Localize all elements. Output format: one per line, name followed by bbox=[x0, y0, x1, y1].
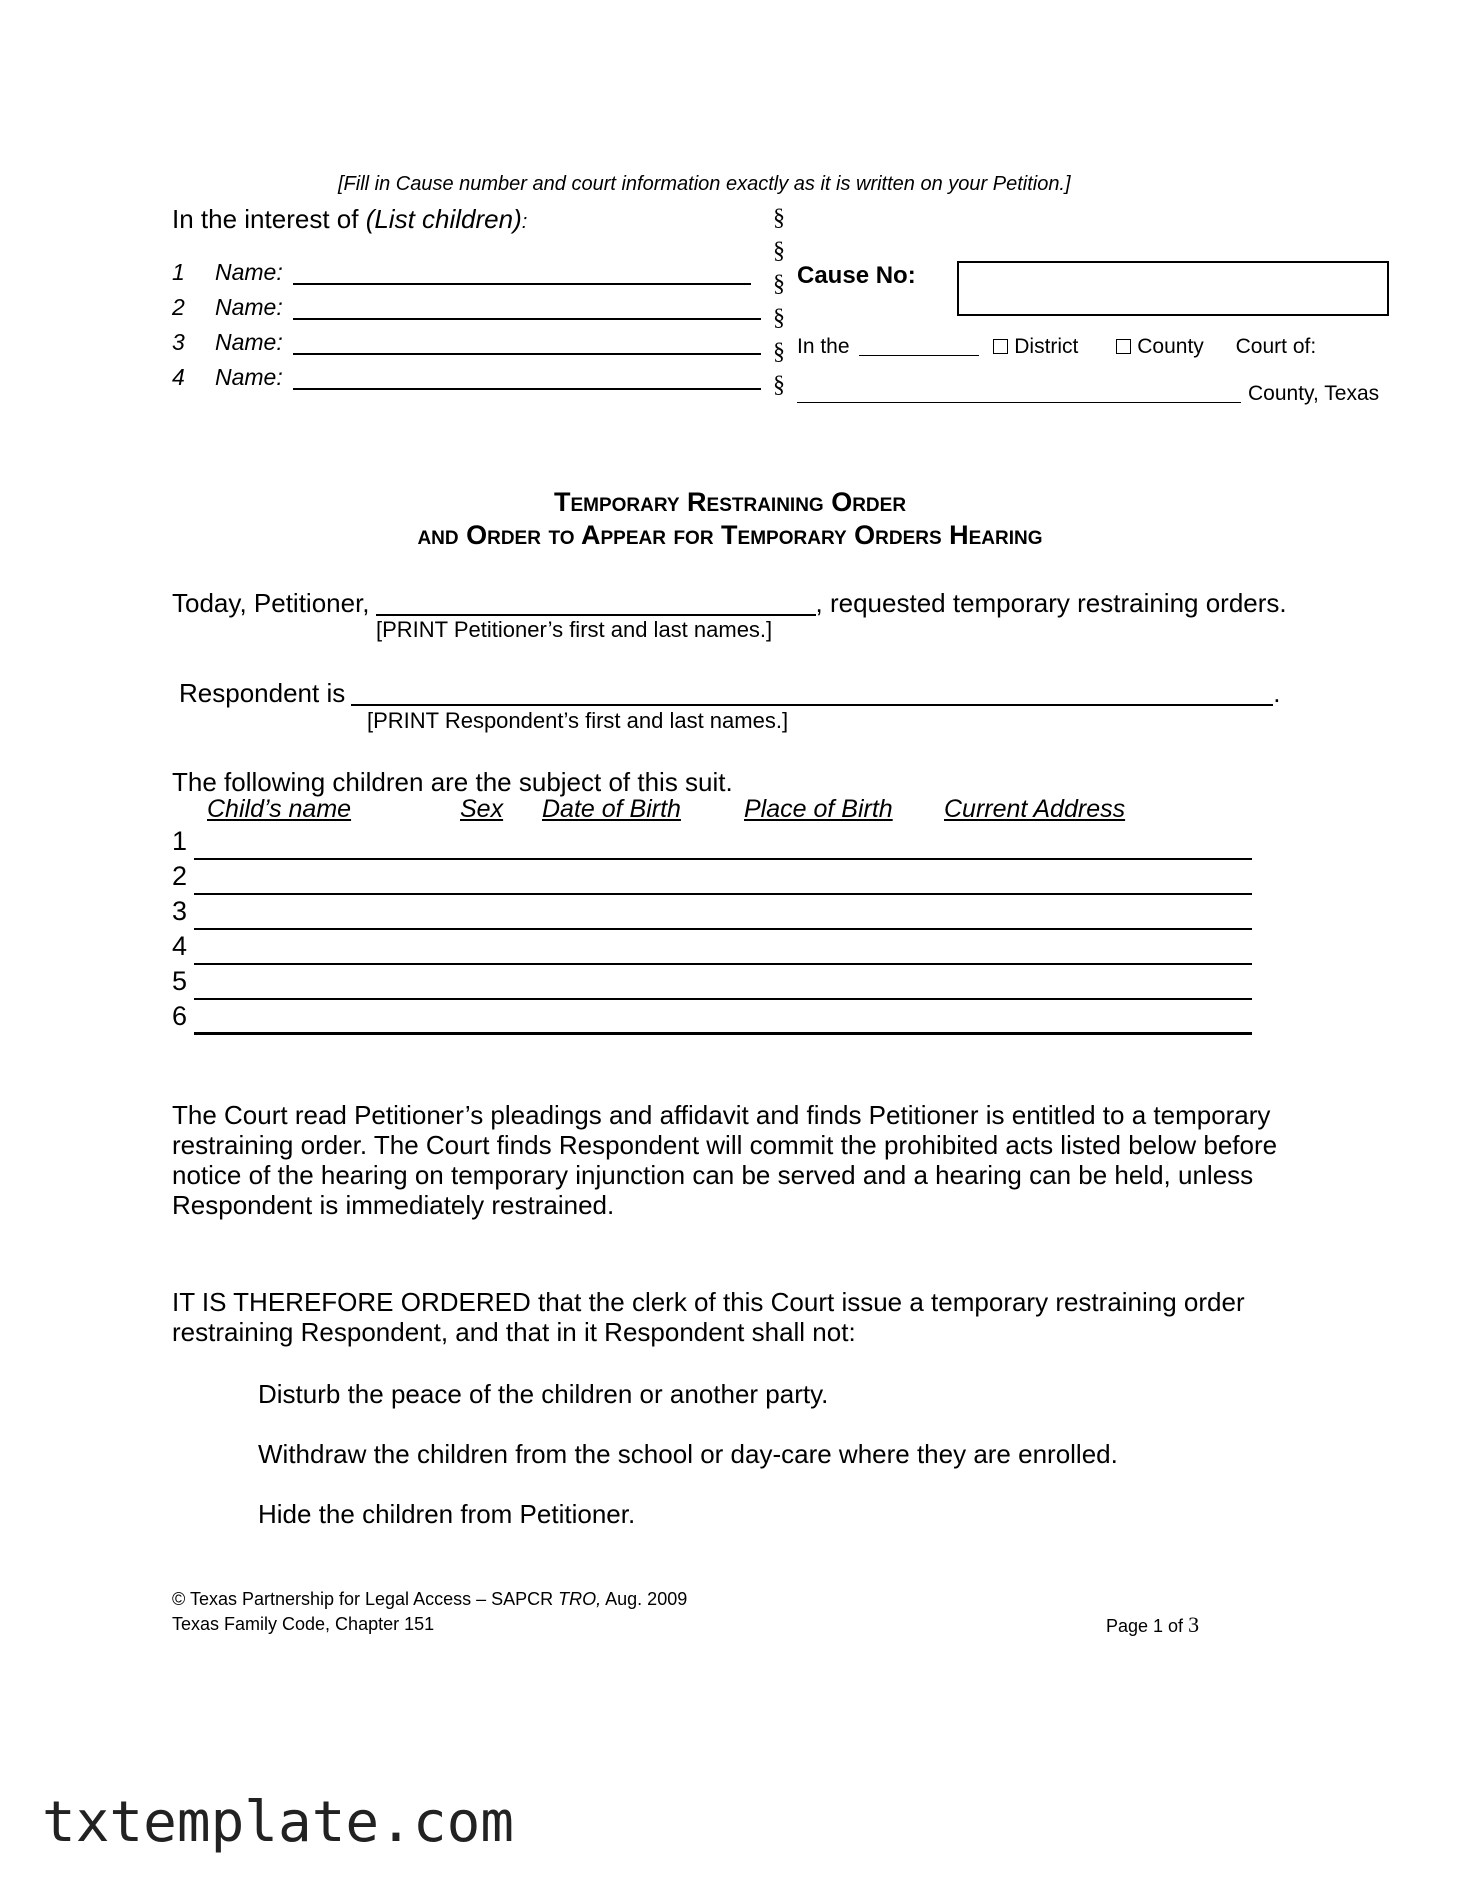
column-header: Current Address bbox=[944, 795, 1126, 823]
petitioner-name-field[interactable] bbox=[376, 614, 816, 616]
child-slot-label: Name: bbox=[215, 329, 283, 355]
respondent-hint: [PRINT Respondent’s first and last names.] bbox=[367, 708, 789, 733]
checkbox-icon bbox=[993, 339, 1008, 354]
petitioner-hint: [PRINT Petitioner’s first and last names.] bbox=[376, 617, 773, 642]
child-row-number: 1 bbox=[172, 826, 188, 856]
section-symbol: § bbox=[773, 372, 785, 398]
petitioner-row bbox=[172, 588, 1287, 619]
county-checkbox[interactable] bbox=[1116, 335, 1204, 358]
child-row-field[interactable] bbox=[194, 1032, 1252, 1035]
child-row-field[interactable] bbox=[194, 893, 1252, 895]
child-slot-index: 3 bbox=[172, 329, 185, 355]
court-number-field[interactable] bbox=[859, 355, 979, 356]
court-of-label: Court of: bbox=[1235, 335, 1317, 358]
respondent-name-field[interactable] bbox=[351, 704, 1273, 706]
child-slot-label: Name: bbox=[215, 259, 283, 285]
page-prefix: Page 1 of bbox=[1106, 1616, 1184, 1636]
child-slot-index: 4 bbox=[172, 364, 185, 390]
child-slot-index: 1 bbox=[172, 259, 185, 285]
cause-number-label: Cause No: bbox=[797, 262, 916, 289]
order-item: Disturb the peace of the children or another party. bbox=[258, 1379, 829, 1409]
page-total: 3 bbox=[1188, 1612, 1200, 1637]
child-name-field-1[interactable] bbox=[293, 283, 751, 285]
respondent-suffix: . bbox=[1273, 678, 1281, 708]
petitioner-prefix: Today, Petitioner, bbox=[172, 588, 370, 618]
page-number bbox=[1106, 1612, 1199, 1638]
child-name-field-4[interactable] bbox=[293, 388, 761, 390]
order-item: Withdraw the children from the school or day-care where they are enrolled. bbox=[258, 1439, 1118, 1469]
respondent-row bbox=[179, 678, 1280, 709]
district-checkbox[interactable] bbox=[993, 335, 1078, 358]
form-code: TRO, bbox=[558, 1589, 602, 1609]
column-header: Sex bbox=[460, 795, 504, 823]
respondent-prefix: Respondent is bbox=[179, 678, 346, 708]
child-row-number: 5 bbox=[172, 966, 188, 996]
petitioner-suffix: , requested temporary restraining orders. bbox=[815, 588, 1287, 618]
child-row-field[interactable] bbox=[194, 928, 1252, 930]
cause-number-field[interactable] bbox=[957, 261, 1389, 316]
interest-label bbox=[172, 204, 527, 235]
county-name-field[interactable] bbox=[797, 402, 1241, 403]
footer-code-ref: Texas Family Code, Chapter 151 bbox=[172, 1614, 435, 1634]
form-date: Aug. 2009 bbox=[605, 1589, 688, 1609]
interest-text: In the interest of bbox=[172, 204, 359, 234]
checkbox-icon bbox=[1116, 339, 1131, 354]
document-title: Temporary Restraining Order bbox=[553, 487, 907, 517]
child-row-number: 3 bbox=[172, 896, 188, 926]
section-symbol: § bbox=[773, 238, 785, 264]
order-item: Hide the children from Petitioner. bbox=[258, 1499, 636, 1529]
column-header: Place of Birth bbox=[744, 795, 893, 823]
children-intro: The following children are the subject of this suit. bbox=[172, 767, 733, 797]
order-intro: IT IS THEREFORE ORDERED that the clerk of this Court issue a temporary restraining order restraining Respondent, and that in it Respondent shall not: bbox=[172, 1287, 1245, 1347]
column-header: Child’s name bbox=[207, 795, 352, 823]
document-subtitle: and Order to Appear for Temporary Orders Hearing bbox=[417, 520, 1043, 550]
column-header: Date of Birth bbox=[542, 795, 681, 823]
child-row-number: 6 bbox=[172, 1001, 188, 1031]
child-row-field[interactable] bbox=[194, 858, 1252, 860]
section-symbol: § bbox=[773, 271, 785, 297]
findings-paragraph: The Court read Petitioner’s pleadings and affidavit and finds Petitioner is entitled to a temporary restraining order. The Court finds Respondent will commit the prohibited acts listed below before notice of the hearing on temporary injunction can be served and a hearing can be held, unless Respondent is immediately restrained. bbox=[172, 1100, 1278, 1220]
child-slot-label: Name: bbox=[215, 364, 283, 390]
child-name-field-3[interactable] bbox=[293, 353, 761, 355]
section-symbol: § bbox=[773, 339, 785, 365]
child-row-number: 4 bbox=[172, 931, 188, 961]
county-texas-label: County, Texas bbox=[1248, 382, 1380, 405]
watermark: txtemplate.com bbox=[42, 1790, 515, 1855]
child-slot-index: 2 bbox=[172, 294, 185, 320]
section-symbol: § bbox=[773, 205, 785, 231]
district-label: District bbox=[1014, 335, 1079, 358]
county-label: County bbox=[1137, 335, 1204, 358]
section-symbol: § bbox=[773, 305, 785, 331]
child-row-field[interactable] bbox=[194, 998, 1252, 1000]
interest-colon: : bbox=[521, 211, 528, 233]
child-slot-label: Name: bbox=[215, 294, 283, 320]
child-row-field[interactable] bbox=[194, 963, 1252, 965]
child-row-number: 2 bbox=[172, 861, 188, 891]
footer-copyright bbox=[172, 1589, 687, 1610]
copyright-text: © Texas Partnership for Legal Access – SAPCR bbox=[172, 1589, 554, 1609]
child-name-field-2[interactable] bbox=[293, 318, 761, 320]
in-the-label: In the bbox=[797, 335, 850, 358]
instruction-note: [Fill in Cause number and court information exactly as it is written on your Petition.] bbox=[338, 173, 1071, 195]
court-row bbox=[797, 335, 1316, 359]
interest-hint: (List children) bbox=[365, 204, 522, 234]
